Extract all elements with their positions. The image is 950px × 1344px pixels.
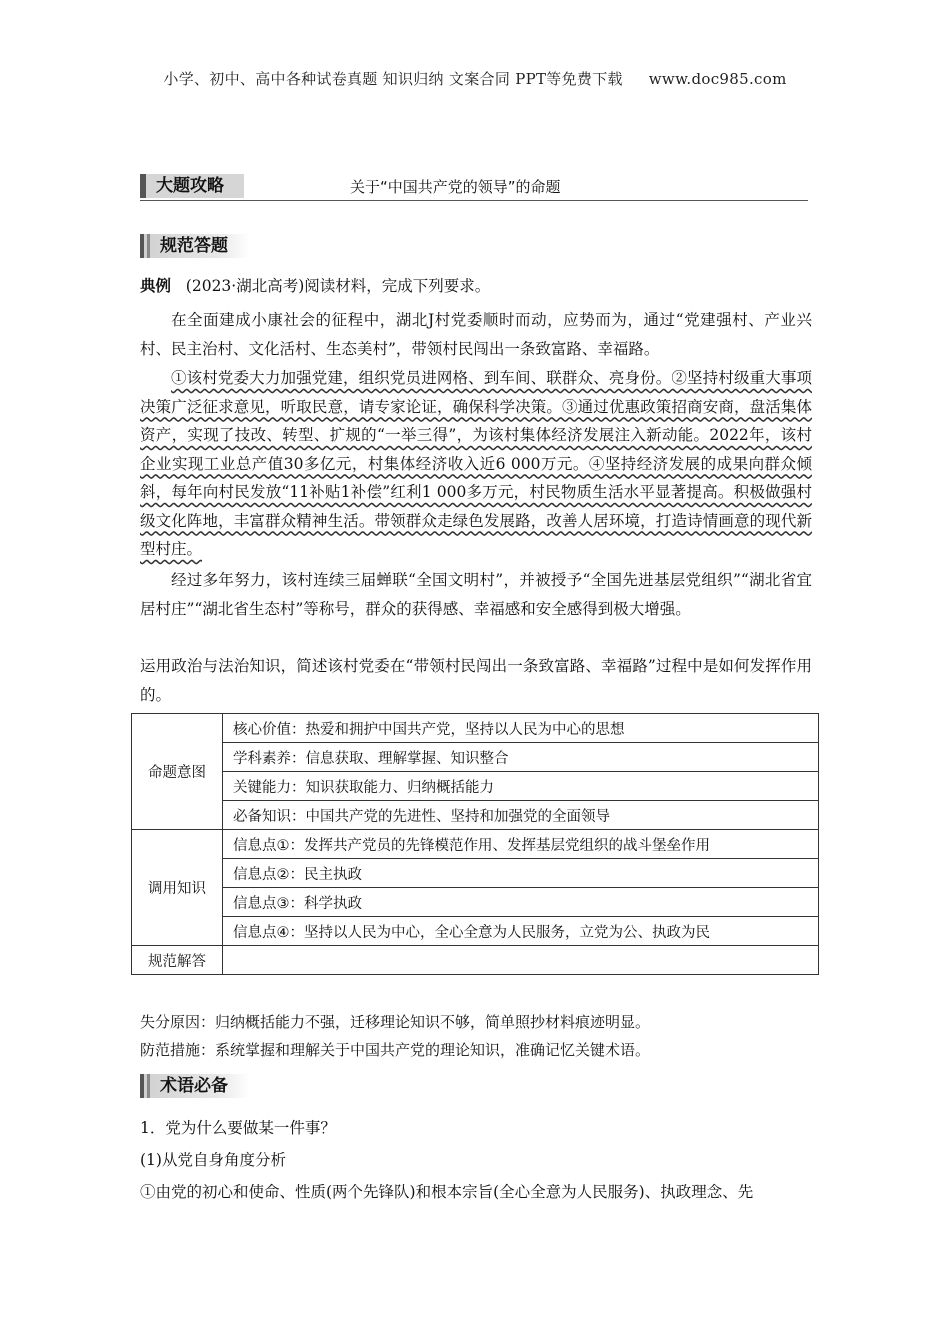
subhead-bar bbox=[147, 234, 150, 258]
subhead-answer bbox=[140, 234, 250, 258]
subhead-terms-label: 术语必备 bbox=[160, 1076, 228, 1096]
table-row bbox=[132, 801, 819, 830]
intent-row: 关键能力：知识获取能力、归纳概括能力 bbox=[223, 772, 819, 801]
knowledge-row: 信息点④：坚持以人民为中心，全心全意为人民服务，立党为公、执政为民 bbox=[223, 917, 819, 946]
table-row bbox=[132, 917, 819, 946]
example-label: 典例 bbox=[140, 277, 172, 295]
page-header bbox=[0, 68, 950, 89]
subhead-bar bbox=[147, 1074, 150, 1098]
intent-row: 核心价值：热爱和拥护中国共产党，坚持以人民为中心的思想 bbox=[223, 714, 819, 743]
subhead-bar bbox=[140, 1074, 144, 1098]
table-row bbox=[132, 946, 819, 975]
section-title: 关于“中国共产党的领导”的命题 bbox=[350, 178, 561, 196]
table-row bbox=[132, 772, 819, 801]
table-row bbox=[132, 888, 819, 917]
knowledge-label: 调用知识 bbox=[132, 830, 223, 946]
analysis-table bbox=[131, 713, 819, 975]
section-tag: 大题攻略 bbox=[140, 174, 244, 198]
prevention: 防范措施：系统掌握和理解关于中国共产党的理论知识，准确记忆关键术语。 bbox=[140, 1041, 651, 1059]
header-url[interactable]: www.doc985.com bbox=[648, 70, 787, 88]
table-row bbox=[132, 859, 819, 888]
subhead-bar bbox=[140, 234, 144, 258]
term-item: ①由党的初心和使命、性质(两个先锋队)和根本宗旨(全心全意为人民服务)、执政理念、先 bbox=[140, 1183, 754, 1201]
answer-label: 规范解答 bbox=[132, 946, 223, 975]
example-source: (2023·湖北高考)阅读材料，完成下列要求。 bbox=[185, 277, 491, 295]
knowledge-row: 信息点②：民主执政 bbox=[223, 859, 819, 888]
table-row bbox=[132, 743, 819, 772]
term-item: (1)从党自身角度分析 bbox=[140, 1151, 286, 1169]
intent-label: 命题意图 bbox=[132, 714, 223, 830]
material-paragraph-1: 在全面建成小康社会的征程中，湖北J村党委顺时而动，应势而为，通过“党建强村、产业兴村、民主治村、文化活村、生态美村”，带领村民闯出一条致富路、幸福路。 bbox=[140, 311, 812, 358]
subhead-terms bbox=[140, 1074, 250, 1098]
intent-row: 必备知识：中国共产党的先进性、坚持和加强党的全面领导 bbox=[223, 801, 819, 830]
term-item: 1．党为什么要做某一件事？ bbox=[140, 1119, 336, 1137]
material-paragraph-2: ①该村党委大力加强党建，组织党员进网格、到车间、联群众、亮身份。②坚持村级重大事项决策广泛征求意见，听取民意，请专家论证，确保科学决策。③通过优惠政策招商安商，盘活集体资产，实现了技改、转型、扩规的“一举三得”，为该村集体经济发展注入新动能。2022年，该村企业实现工业总产值30多亿元，村集体经济收入近6 000万元。④坚持经济发展的成果向群众倾斜，每年向村民发放“11补贴1补偿”红利1 000多万元，村民物质生活水平显著提高。积极做强村级文化阵地，丰富群众精神生活。带领群众走绿色发展路，改善人居环境，打造诗情画意的现代新型村庄。 bbox=[140, 369, 812, 558]
material-paragraph-3: 经过多年努力，该村连续三届蝉联“全国文明村”，并被授予“全国先进基层党组织”“湖北省宜居村庄”“湖北省生态村”等称号，群众的获得感、幸福感和安全感得到极大增强。 bbox=[140, 571, 812, 618]
table-row bbox=[132, 830, 819, 859]
header-text: 小学、初中、高中各种试卷真题 知识归纳 文案合同 PPT等免费下载 bbox=[163, 70, 623, 88]
table-row bbox=[132, 714, 819, 743]
knowledge-row: 信息点①：发挥共产党员的先锋模范作用、发挥基层党组织的战斗堡垒作用 bbox=[223, 830, 819, 859]
answer-value bbox=[223, 946, 819, 975]
subhead-answer-label: 规范答题 bbox=[160, 236, 228, 256]
intent-row: 学科素养：信息获取、理解掌握、知识整合 bbox=[223, 743, 819, 772]
question-text: 运用政治与法治知识，简述该村党委在“带领村民闯出一条致富路、幸福路”过程中是如何发挥作用的。 bbox=[140, 657, 812, 704]
knowledge-row: 信息点③：科学执政 bbox=[223, 888, 819, 917]
example-line bbox=[140, 272, 812, 301]
loss-reason: 失分原因：归纳概括能力不强，迁移理论知识不够，简单照抄材料痕迹明显。 bbox=[140, 1013, 651, 1031]
section-header bbox=[140, 174, 808, 201]
